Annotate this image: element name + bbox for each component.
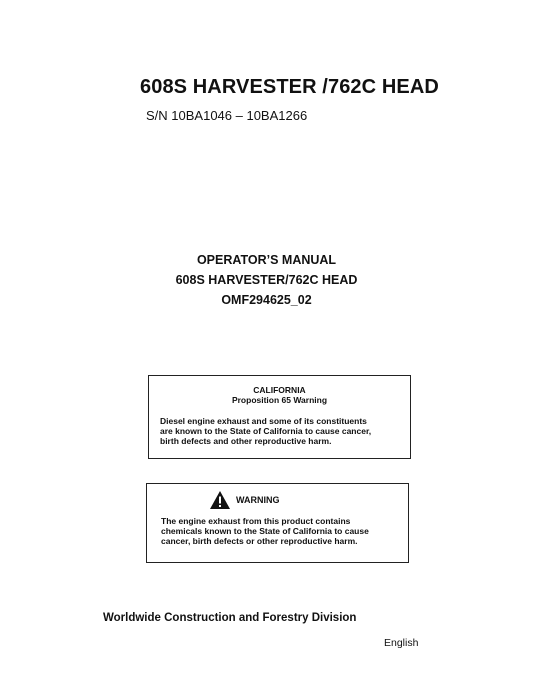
california-body-line: Diesel engine exhaust and some of its constituents <box>160 416 367 426</box>
document-title: 608S HARVESTER /762C HEAD <box>140 76 439 98</box>
serial-number-range: S/N 10BA1046 – 10BA1266 <box>146 108 308 123</box>
document-language: English <box>384 637 419 649</box>
california-heading: CALIFORNIA <box>253 385 306 395</box>
warning-body-line: The engine exhaust from this product contains <box>161 516 351 526</box>
manual-type: OPERATOR’S MANUAL <box>196 253 337 267</box>
manual-product: 608S HARVESTER/762C HEAD <box>175 273 358 287</box>
warning-label: WARNING <box>236 495 280 505</box>
warning-body <box>161 516 402 546</box>
warning-triangle-icon <box>209 490 231 510</box>
warning-body-line: cancer, birth defects or other reproductive harm. <box>161 536 358 546</box>
engine-exhaust-warning <box>146 483 409 563</box>
manual-title-block <box>0 250 533 310</box>
california-body-line: are known to the State of California to cause cancer, <box>160 426 372 436</box>
california-prop65-notice <box>148 375 411 459</box>
california-notice-heading <box>149 385 410 405</box>
warning-body-line: chemicals known to the State of California to cause <box>161 526 369 536</box>
division-name: Worldwide Construction and Forestry Division <box>103 612 357 624</box>
manual-part-number: OMF294625_02 <box>221 293 312 307</box>
california-subheading: Proposition 65 Warning <box>231 395 328 405</box>
warning-title-row <box>209 490 280 510</box>
california-body-line: birth defects and other reproductive harm. <box>160 436 332 446</box>
california-notice-body <box>160 416 404 446</box>
